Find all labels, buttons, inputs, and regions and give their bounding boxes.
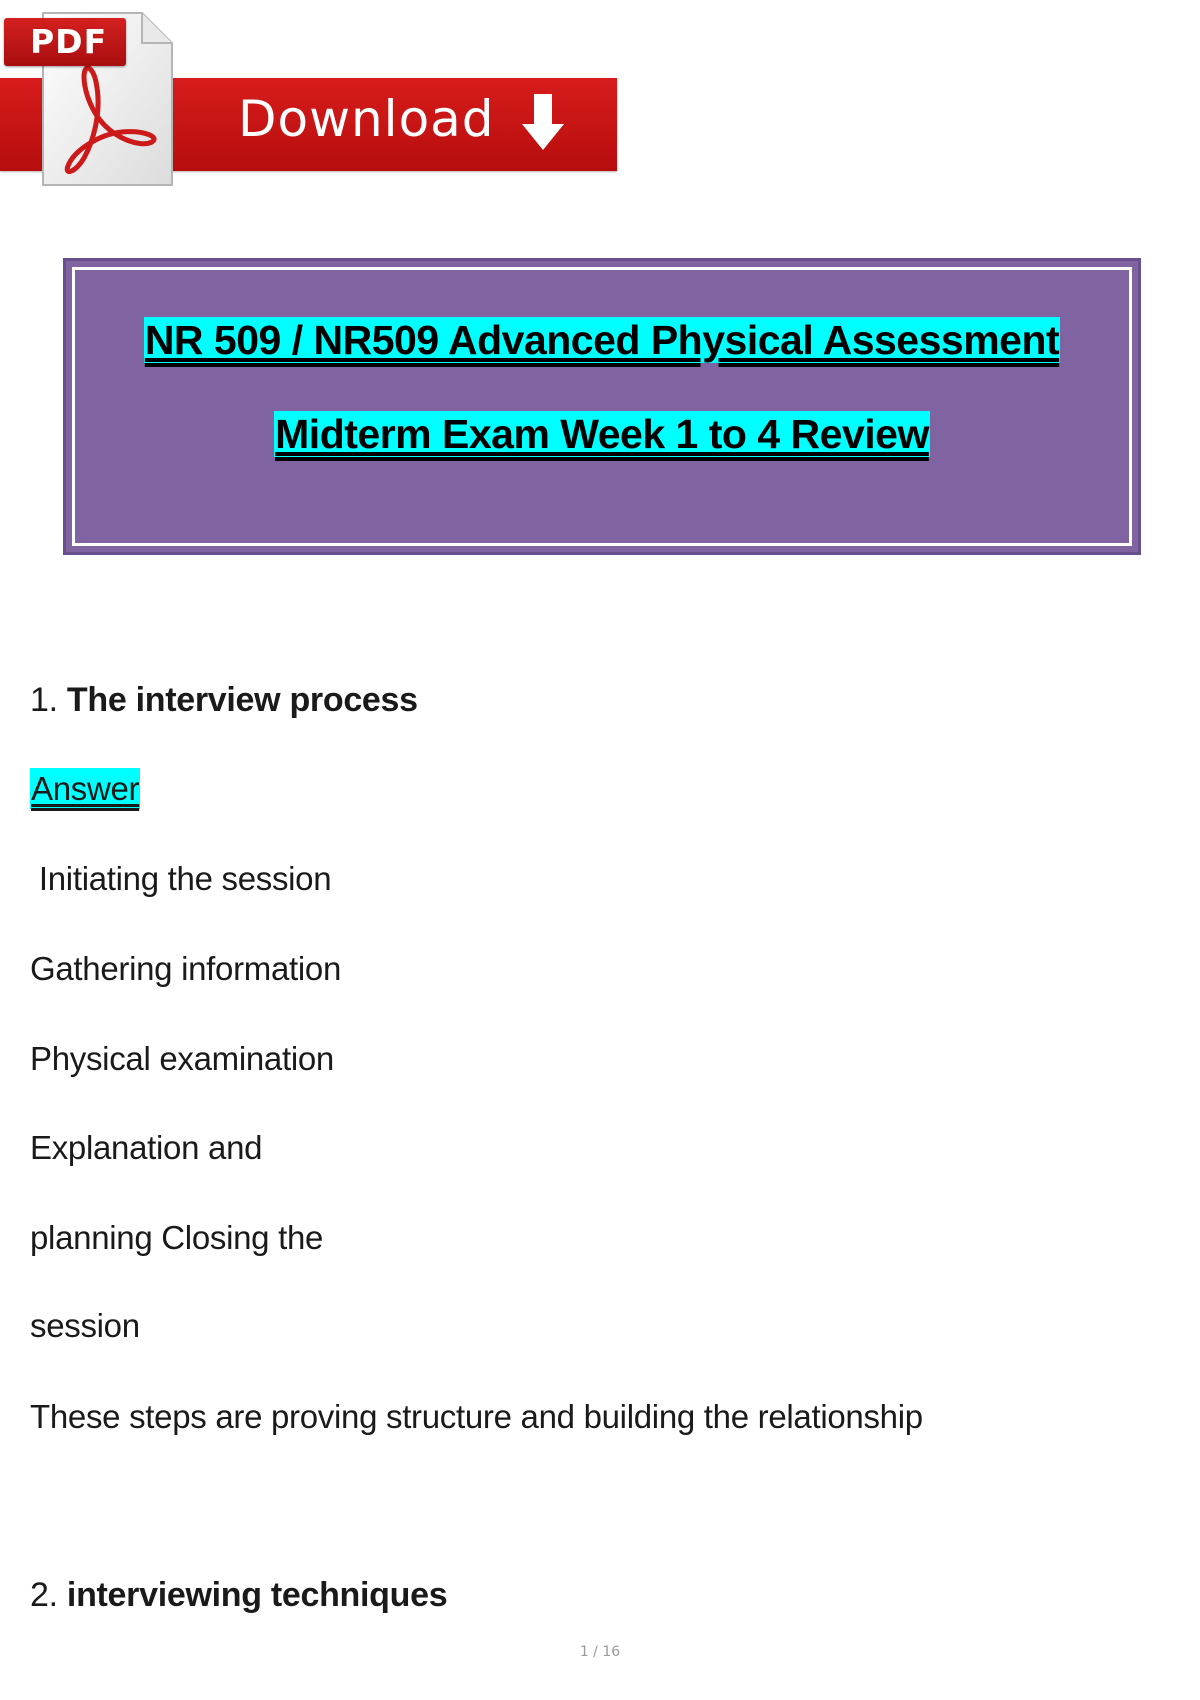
document-title-text-2: Midterm Exam Week 1 to 4 Review <box>275 411 929 457</box>
answer-line: Initiating the session <box>30 860 332 897</box>
pdf-badge-label: PDF <box>30 22 108 61</box>
answer-line: planning Closing the <box>30 1219 324 1256</box>
answer-label <box>30 770 140 808</box>
title-box-inner-border <box>72 267 1132 546</box>
answer-line: Gathering information <box>30 950 342 987</box>
answer-line: session <box>30 1307 140 1344</box>
question-2 <box>30 1576 447 1615</box>
answer-label-text: Answer <box>31 770 140 807</box>
answer-line: Physical examination <box>30 1040 334 1077</box>
download-label: Download <box>238 90 495 148</box>
document-title-line-1 <box>66 317 1138 364</box>
title-box <box>63 258 1141 555</box>
document-title-text-1: NR 509 / NR509 Advanced Physical Assessment <box>144 317 1060 363</box>
answer-line: Explanation and <box>30 1129 263 1166</box>
document-title-line-2 <box>66 411 1138 458</box>
question-2-number: 2. <box>30 1576 58 1614</box>
down-arrow-icon <box>520 94 566 152</box>
answer-line: These steps are proving structure and building the relationship <box>30 1398 923 1435</box>
question-1-text: The interview process <box>66 681 418 719</box>
question-2-text: interviewing techniques <box>66 1576 448 1614</box>
pdf-download-button[interactable] <box>0 0 620 195</box>
question-1 <box>30 681 418 720</box>
question-1-number: 1. <box>30 681 58 719</box>
page-number: 1 / 16 <box>579 1644 621 1660</box>
